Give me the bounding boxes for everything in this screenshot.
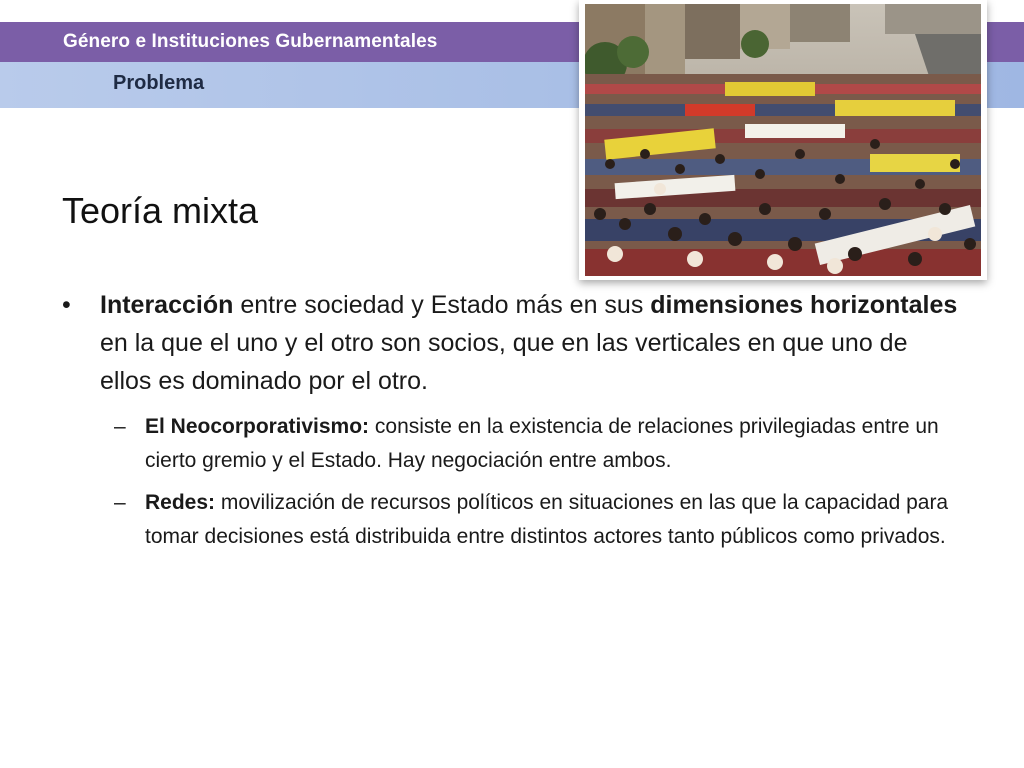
slide-body <box>62 286 962 554</box>
course-title: Género e Instituciones Gubernamentales <box>63 31 438 52</box>
bullet-item <box>62 286 962 400</box>
bullet-glyph: • <box>62 291 71 319</box>
slide-title: Teoría mixta <box>62 190 259 231</box>
bullet-term-interaccion: Interacción <box>100 291 234 319</box>
subbullet-item <box>114 486 962 554</box>
subbullet-text: consiste en la existencia de relaciones privilegiadas entre un cierto gremio y el Estado. Hay negociación entre ambos. <box>145 415 939 472</box>
bullet-text: en la que el uno y el otro son socios, que en las verticales en que uno de ellos es dominado por el otro. <box>100 329 908 395</box>
protest-photo <box>579 0 987 280</box>
subbullet-term: Redes: <box>145 491 216 514</box>
subbullet-item <box>114 410 962 478</box>
subbullet-term: El Neocorporativismo: <box>145 415 370 438</box>
bullet-text: entre sociedad y Estado más en sus <box>233 291 651 319</box>
dash-glyph: – <box>114 491 126 514</box>
subbullet-text: movilización de recursos políticos en situaciones en las que la capacidad para tomar decisiones está distribuida entre distintos actores tanto públicos como privados. <box>145 491 949 548</box>
protest-photo-illustration <box>585 4 981 276</box>
bullet-term-dimensiones: dimensiones horizontales <box>650 291 958 319</box>
section-label: Problema <box>113 72 205 94</box>
dash-glyph: – <box>114 415 126 438</box>
